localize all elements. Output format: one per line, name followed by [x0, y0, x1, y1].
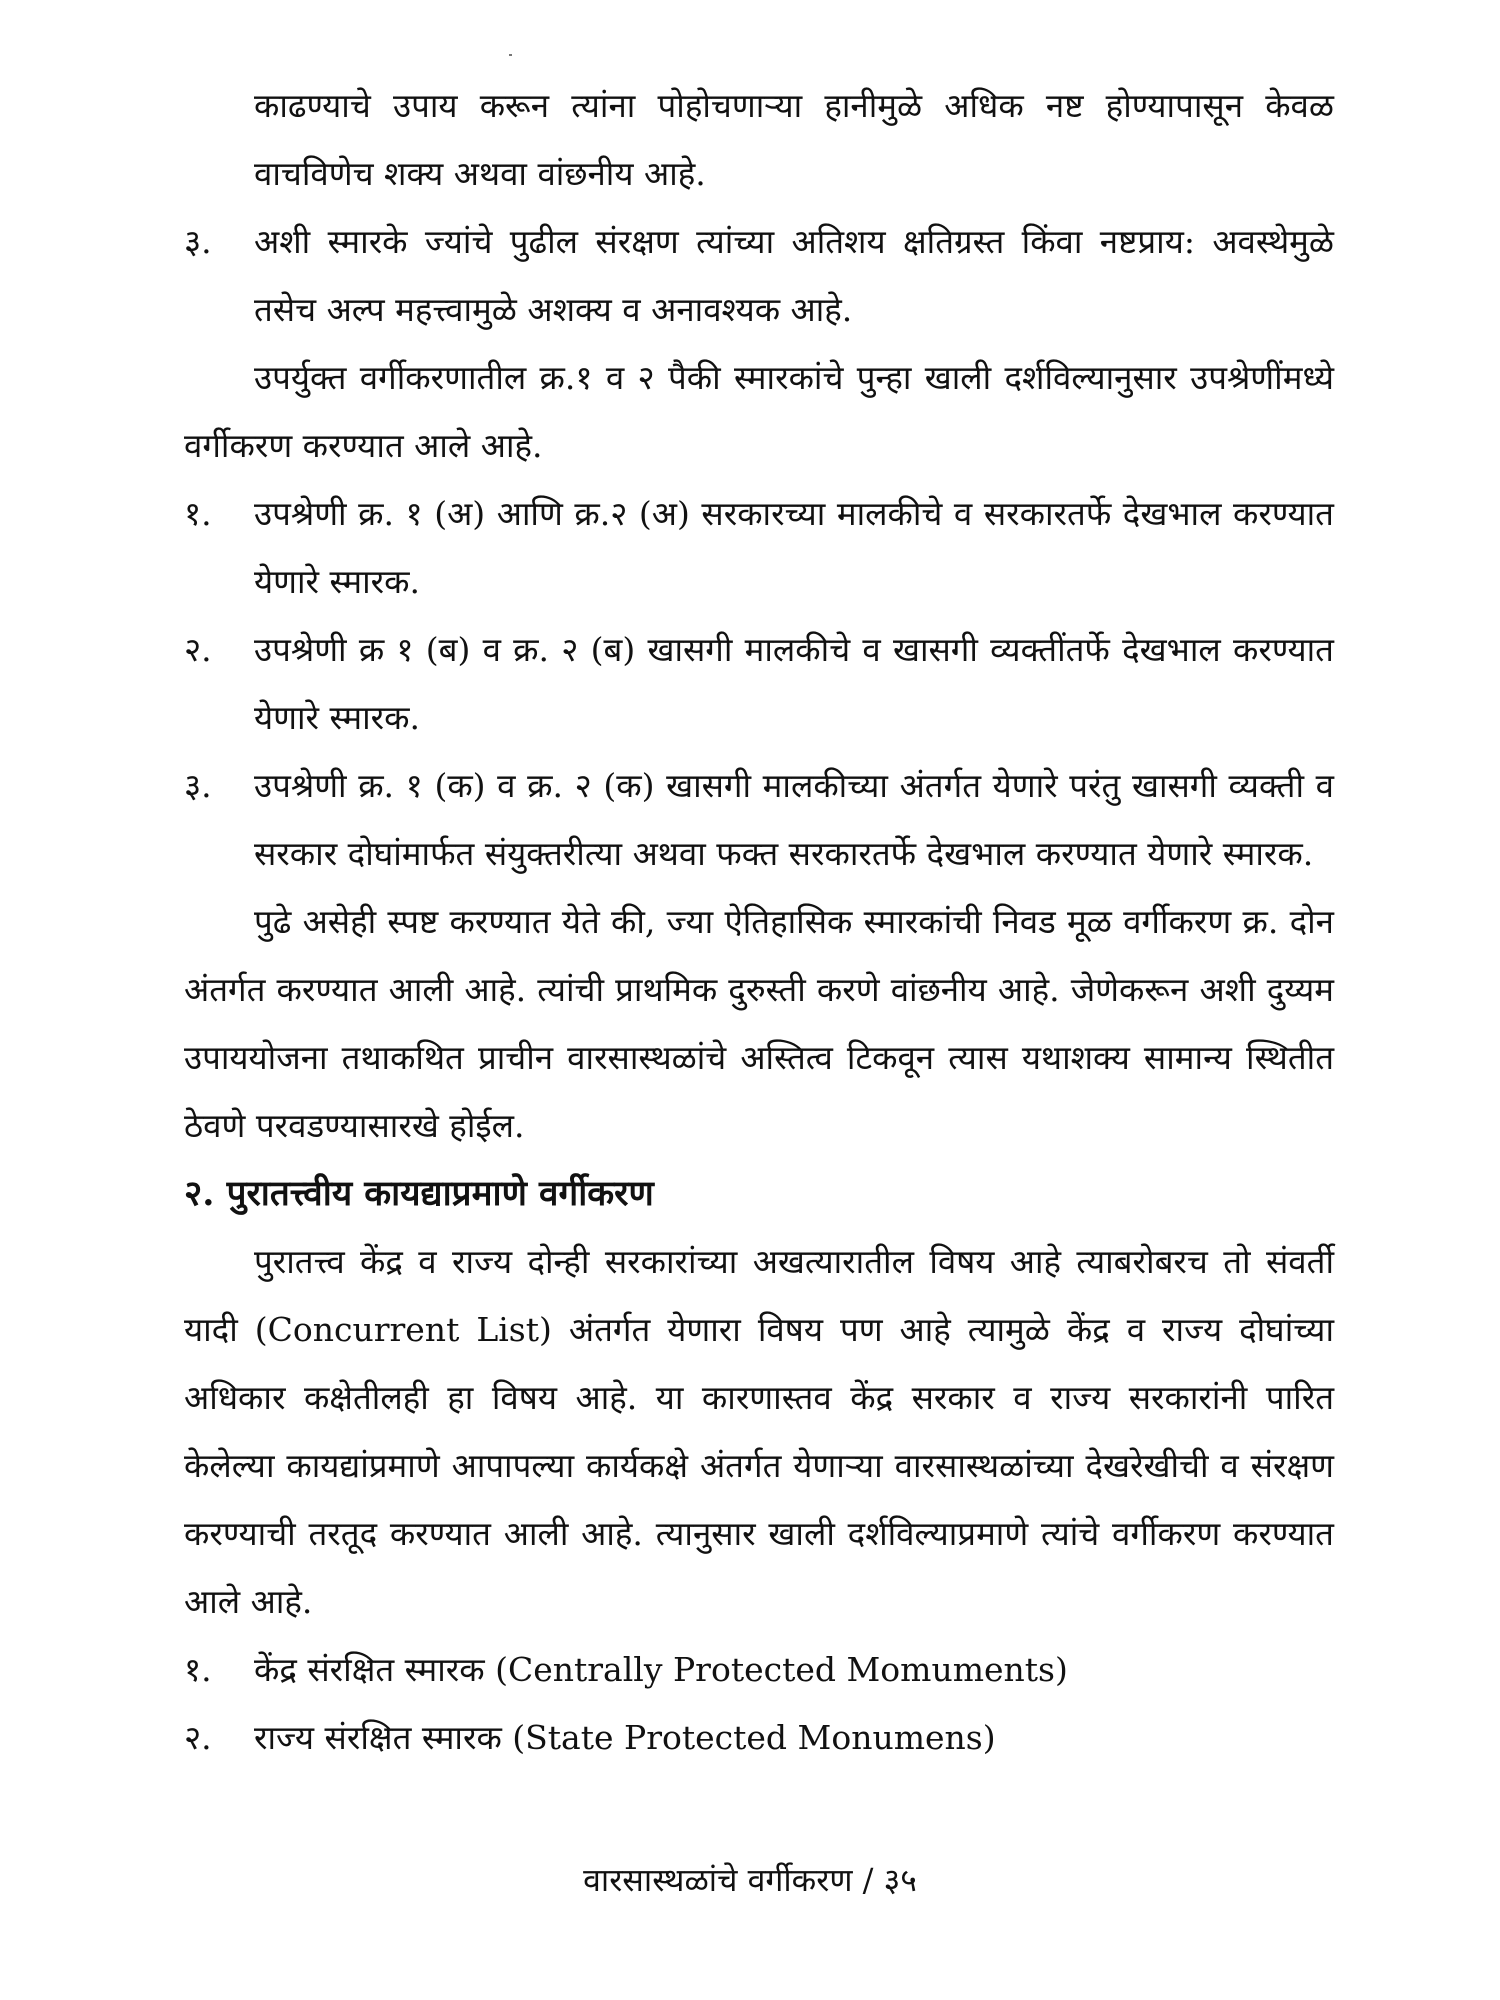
subcategory-item-3 — [184, 752, 1334, 888]
list-number: १. — [184, 1650, 212, 1689]
section-heading: २. पुरातत्त्वीय कायद्याप्रमाणे वर्गीकरण — [184, 1173, 654, 1214]
paragraph-continuation: काढण्याचे उपाय करून त्यांना पोहोचणाऱ्या हानीमुळे अधिक नष्ट होण्यापासून केवळ वाचविणेच शक्य अथवा वांछनीय आहे. — [254, 86, 1334, 193]
list-number: २. — [184, 630, 212, 669]
list-text: उपश्रेणी क्र १ (ब) व क्र. २ (ब) खासगी मालकीचे व खासगी व्यक्तींतर्फे देखभाल करण्यात येणारे स्मारक. — [254, 630, 1334, 737]
paragraph-clarification: पुढे असेही स्पष्ट करण्यात येते की, ज्या ऐतिहासिक स्मारकांची निवड मूळ वर्गीकरण क्र. दोन अंतर्गत करण्यात आली आहे. त्यांची प्राथमिक दुरुस्ती करणे वांछनीय आहे. जेणेकरून अशी दुय्यम उपाययोजना तथाकथित प्राचीन वारसास्थळांचे अस्तित्व टिकवून त्यास यथाशक्य सामान्य स्थितीत ठेवणे परवडण्यासारखे होईल. — [184, 902, 1334, 1145]
protection-item-1 — [184, 1636, 1334, 1704]
list-number: ३. — [184, 766, 212, 805]
list-text: केंद्र संरक्षित स्मारक (Centrally Protected Momuments) — [254, 1650, 1068, 1689]
paragraph-subcategories-intro: उपर्युक्त वर्गीकरणातील क्र.१ व २ पैकी स्मारकांचे पुन्हा खाली दर्शविल्यानुसार उपश्रेणींमध्ये वर्गीकरण करण्यात आले आहे. — [184, 358, 1334, 465]
list-number: १. — [184, 494, 212, 533]
list-text: अशी स्मारके ज्यांचे पुढील संरक्षण त्यांच्या अतिशय क्षतिग्रस्त किंवा नष्टप्राय: अवस्थेमुळे तसेच अल्प महत्त्वामुळे अशक्य व अनावश्यक आहे. — [254, 222, 1334, 329]
list-number: ३. — [184, 222, 212, 261]
scan-speck — [509, 54, 512, 56]
page-footer: वारसास्थळांचे वर्गीकरण / ३५ — [583, 1861, 917, 1899]
paragraph-archaeology-law: पुरातत्त्व केंद्र व राज्य दोन्ही सरकारांच्या अखत्यारातील विषय आहे त्याबरोबरच तो संवर्ती यादी (Concurrent List) अंतर्गत येणारा विषय पण आहे त्यामुळे केंद्र व राज्य दोघांच्या अधिकार कक्षेतीलही हा विषय आहे. या कारणास्तव केंद्र सरकार व राज्य सरकारांनी पारित केलेल्या कायद्यांप्रमाणे आपापल्या कार्यकक्षे अंतर्गत येणाऱ्या वारसास्थळांच्या देखरेखीची व संरक्षण करण्याची तरतूद करण्यात आली आहे. त्यानुसार खाली दर्शविल्याप्रमाणे त्यांचे वर्गीकरण करण्यात आले आहे. — [184, 1242, 1334, 1621]
subcategory-item-2 — [184, 616, 1334, 752]
protection-item-2 — [184, 1704, 1334, 1772]
subcategory-item-1 — [184, 480, 1334, 616]
list-item-category-3 — [184, 208, 1334, 344]
list-text: उपश्रेणी क्र. १ (अ) आणि क्र.२ (अ) सरकारच्या मालकीचे व सरकारतर्फे देखभाल करण्यात येणारे स्मारक. — [254, 494, 1334, 601]
list-text: राज्य संरक्षित स्मारक (State Protected Monumens) — [254, 1718, 996, 1757]
list-number: २. — [184, 1718, 212, 1757]
page-body — [184, 72, 1334, 1772]
list-text: उपश्रेणी क्र. १ (क) व क्र. २ (क) खासगी मालकीच्या अंतर्गत येणारे परंतु खासगी व्यक्ती व सरकार दोघांमार्फत संयुक्तरीत्या अथवा फक्त सरकारतर्फे देखभाल करण्यात येणारे स्मारक. — [254, 766, 1334, 873]
